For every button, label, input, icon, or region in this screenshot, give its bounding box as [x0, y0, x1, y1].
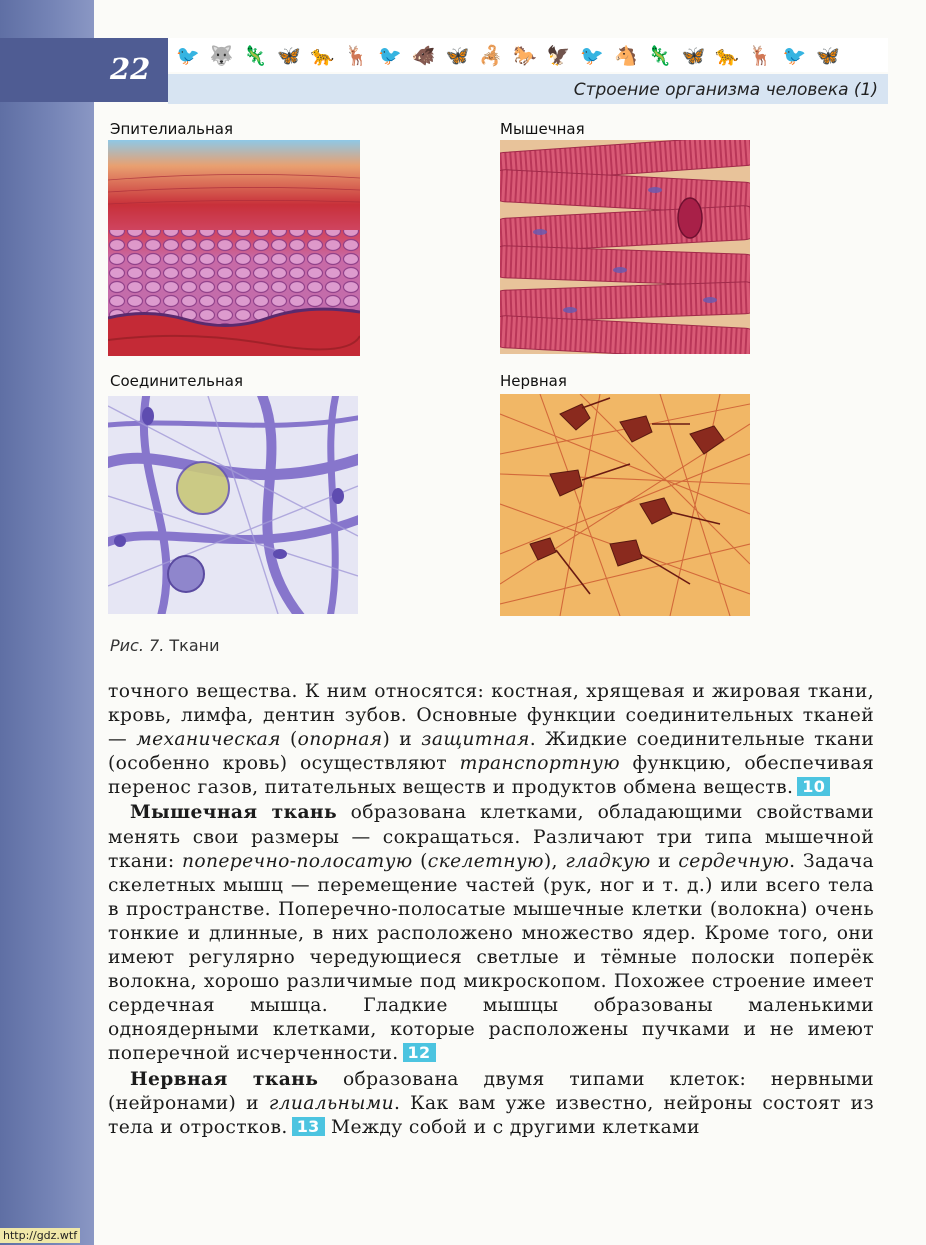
paragraph-nervous: Нервная ткань образована двумя типами клеток: нервными (нейронами) и глиальными. Как вам уже известно, нейроны состоят из тела и отростков. 13 Между собой и с другими клетками [108, 1067, 874, 1138]
panel-label-nervous: Нервная [500, 372, 567, 390]
page-number: 22 [110, 52, 151, 86]
figure-caption [110, 636, 219, 655]
figure-caption-text: Ткани [169, 636, 220, 655]
left-margin-band [0, 0, 94, 1245]
paragraph-connective: точного вещества. К ним относятся: костная, хрящевая и жировая ткани, кровь, лимфа, дентин зубов. Основные функции соединительных тканей — механическая (опорная) и защитная. Жидкие соединительные ткани (особенно кровь) осуществляют транспортную функцию, обеспечивая перенос газов, питательных веществ и продуктов обмена веществ. 10 [108, 681, 874, 799]
panel-label-epithelial: Эпителиальная [110, 120, 233, 138]
body-text [108, 680, 874, 1140]
paragraph-muscle: Мышечная ткань образована клетками, обладающими свойствами менять свои размеры — сокращаться. Различают три типа мышечной ткани: поперечно-полосатую (скелетную), гладкую и сердечную. Задача скелетных мышц — перемещение частей (рук, ног и т. д.) или всего тела в пространстве. Поперечно-полосатые мышечные клетки (волокна) очень тонкие и длинные, в них расположено множество ядер. Кроме того, они имеют регулярно чередующиеся светлые и тёмные полоски поперёк волокна, хорошо различимые под микроскопом. Похожее строение имеет сердечная мышца. Гладкие мышцы образованы маленькими одноядерными клетками, которые расположены пучками и не имеют поперечной исчерченности. 12 [108, 801, 874, 1065]
connective-tissue-image [108, 396, 358, 614]
animal-silhouette-strip: 🐦 🐺 🦎 🦋 🐆 🦌 🐦 🐗 🦋 🦂 🐎 🦅 🐦 🐴 🦎 🦋 🐆 🦌 🐦 🦋 [168, 38, 888, 72]
figure-caption-prefix: Рис. 7. [110, 636, 165, 655]
muscle-tissue-image [500, 140, 750, 354]
reference-marker[interactable]: 13 [292, 1117, 325, 1136]
panel-label-connective: Соединительная [110, 372, 243, 390]
epithelial-tissue-image [108, 140, 360, 356]
section-title: Строение организма человека (1) [573, 80, 878, 100]
reference-marker[interactable]: 12 [403, 1043, 436, 1062]
watermark-link[interactable]: http://gdz.wtf [0, 1228, 80, 1243]
panel-label-muscle: Мышечная [500, 120, 585, 138]
reference-marker[interactable]: 10 [797, 777, 830, 796]
nervous-tissue-image [500, 394, 750, 616]
